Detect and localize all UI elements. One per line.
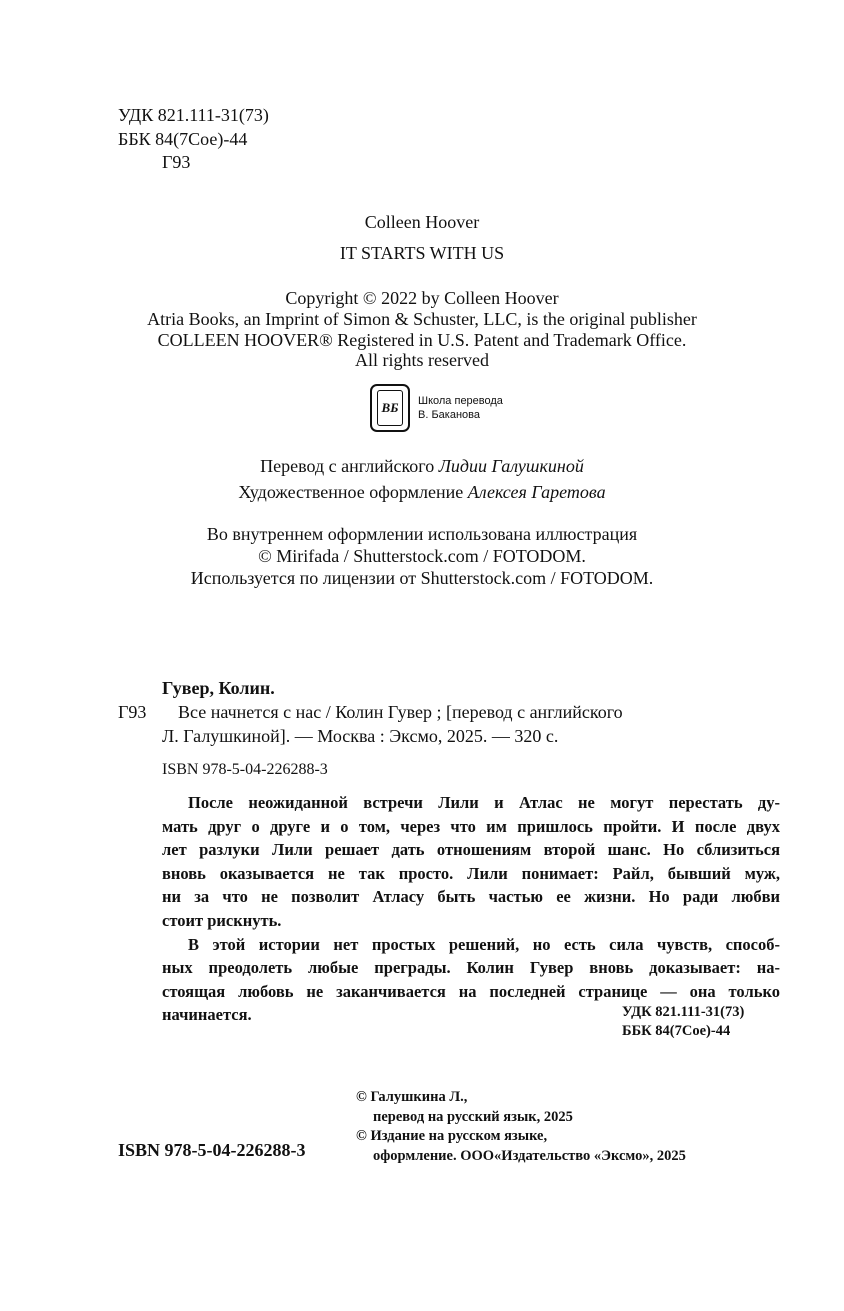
bibliography-mark: Г93 (118, 702, 147, 722)
original-title: IT STARTS WITH US (339, 243, 505, 263)
annotation-line: лет разлуки Лили решает дать отношениям второй шанс. Но сблизиться (162, 840, 780, 859)
bibliography-line: Л. Галушкиной]. — Москва : Эксмо, 2025. — 320 с. (162, 726, 559, 746)
footer-copyright: оформление. ООО«Издательство «Эксмо», 2025 (373, 1148, 686, 1164)
author-mark: Г93 (162, 152, 191, 172)
copyright-line: Atria Books, an Imprint of Simon & Schuster, LLC, is the original publisher (147, 309, 697, 329)
logo-emblem (370, 384, 410, 432)
translator-name: Лидии Галушкиной (438, 456, 584, 476)
logo-line: Школа перевода (418, 395, 503, 407)
footer-copyright: © Галушкина Л., (356, 1089, 468, 1105)
translation-credit (0, 455, 844, 477)
annotation-line: ни за что не позволит Атласу быть частью ее жизни. Но ради любви (162, 887, 780, 906)
footer-isbn: ISBN 978-5-04-226288-3 (118, 1140, 306, 1160)
footer-copyright: © Издание на русском языке, (356, 1128, 548, 1144)
annotation-line: После неожиданной встречи Лили и Атлас не могут перестать ду- (188, 793, 780, 812)
illustration-line: Используется по лицензии от Shutterstock.com / FOTODOM. (190, 568, 654, 588)
translation-school-logo (370, 384, 503, 432)
illustration-line: Во внутреннем оформлении использована иллюстрация (206, 524, 638, 544)
udk-code: УДК 821.111-31(73) (118, 105, 269, 125)
annotation-line: стоящая любовь не заканчивается на последней странице — она только (162, 982, 780, 1001)
illustration-line: © Mirifada / Shutterstock.com / FOTODOM. (258, 546, 586, 566)
logo-text (418, 394, 503, 422)
designer-name: Алексея Гаретова (467, 482, 606, 502)
annotation-line: мать друг о друге и о том, через что им пришлось пройти. И после двух (162, 817, 780, 836)
design-prefix: Художественное оформление (238, 482, 468, 502)
logo-monogram: ВБ (377, 390, 403, 426)
annotation-bbk: ББК 84(7Сое)-44 (622, 1023, 731, 1039)
annotation-line: начинается. (162, 1005, 252, 1024)
design-credit (0, 481, 844, 503)
bibliography-heading: Гувер, Колин. (162, 678, 275, 698)
copyright-line: COLLEEN HOOVER® Registered in U.S. Patent and Trademark Office. (157, 330, 687, 350)
bibliography-isbn: ISBN 978-5-04-226288-3 (162, 761, 328, 778)
annotation-line: стоит рискнуть. (162, 911, 282, 930)
translation-prefix: Перевод с английского (260, 456, 439, 476)
logo-line: В. Баканова (418, 409, 480, 421)
annotation-udk: УДК 821.111-31(73) (622, 1004, 745, 1020)
bibliography-line: Все начнется с нас / Колин Гувер ; [перевод с английского (178, 702, 623, 722)
copyright-line: Copyright © 2022 by Colleen Hoover (285, 288, 559, 308)
original-author: Colleen Hoover (364, 212, 480, 232)
copyright-line: All rights reserved (355, 350, 489, 370)
annotation-line: вновь оказывается не так просто. Лили понимает: Райл, бывший муж, (162, 864, 780, 883)
footer-copyright: перевод на русский язык, 2025 (373, 1109, 573, 1125)
annotation-line: ных преодолеть любые преграды. Колин Гувер вновь доказывает: на- (162, 958, 780, 977)
annotation-line: В этой истории нет простых решений, но есть сила чувств, способ- (188, 935, 780, 954)
bbk-code: ББК 84(7Сое)-44 (118, 129, 248, 149)
